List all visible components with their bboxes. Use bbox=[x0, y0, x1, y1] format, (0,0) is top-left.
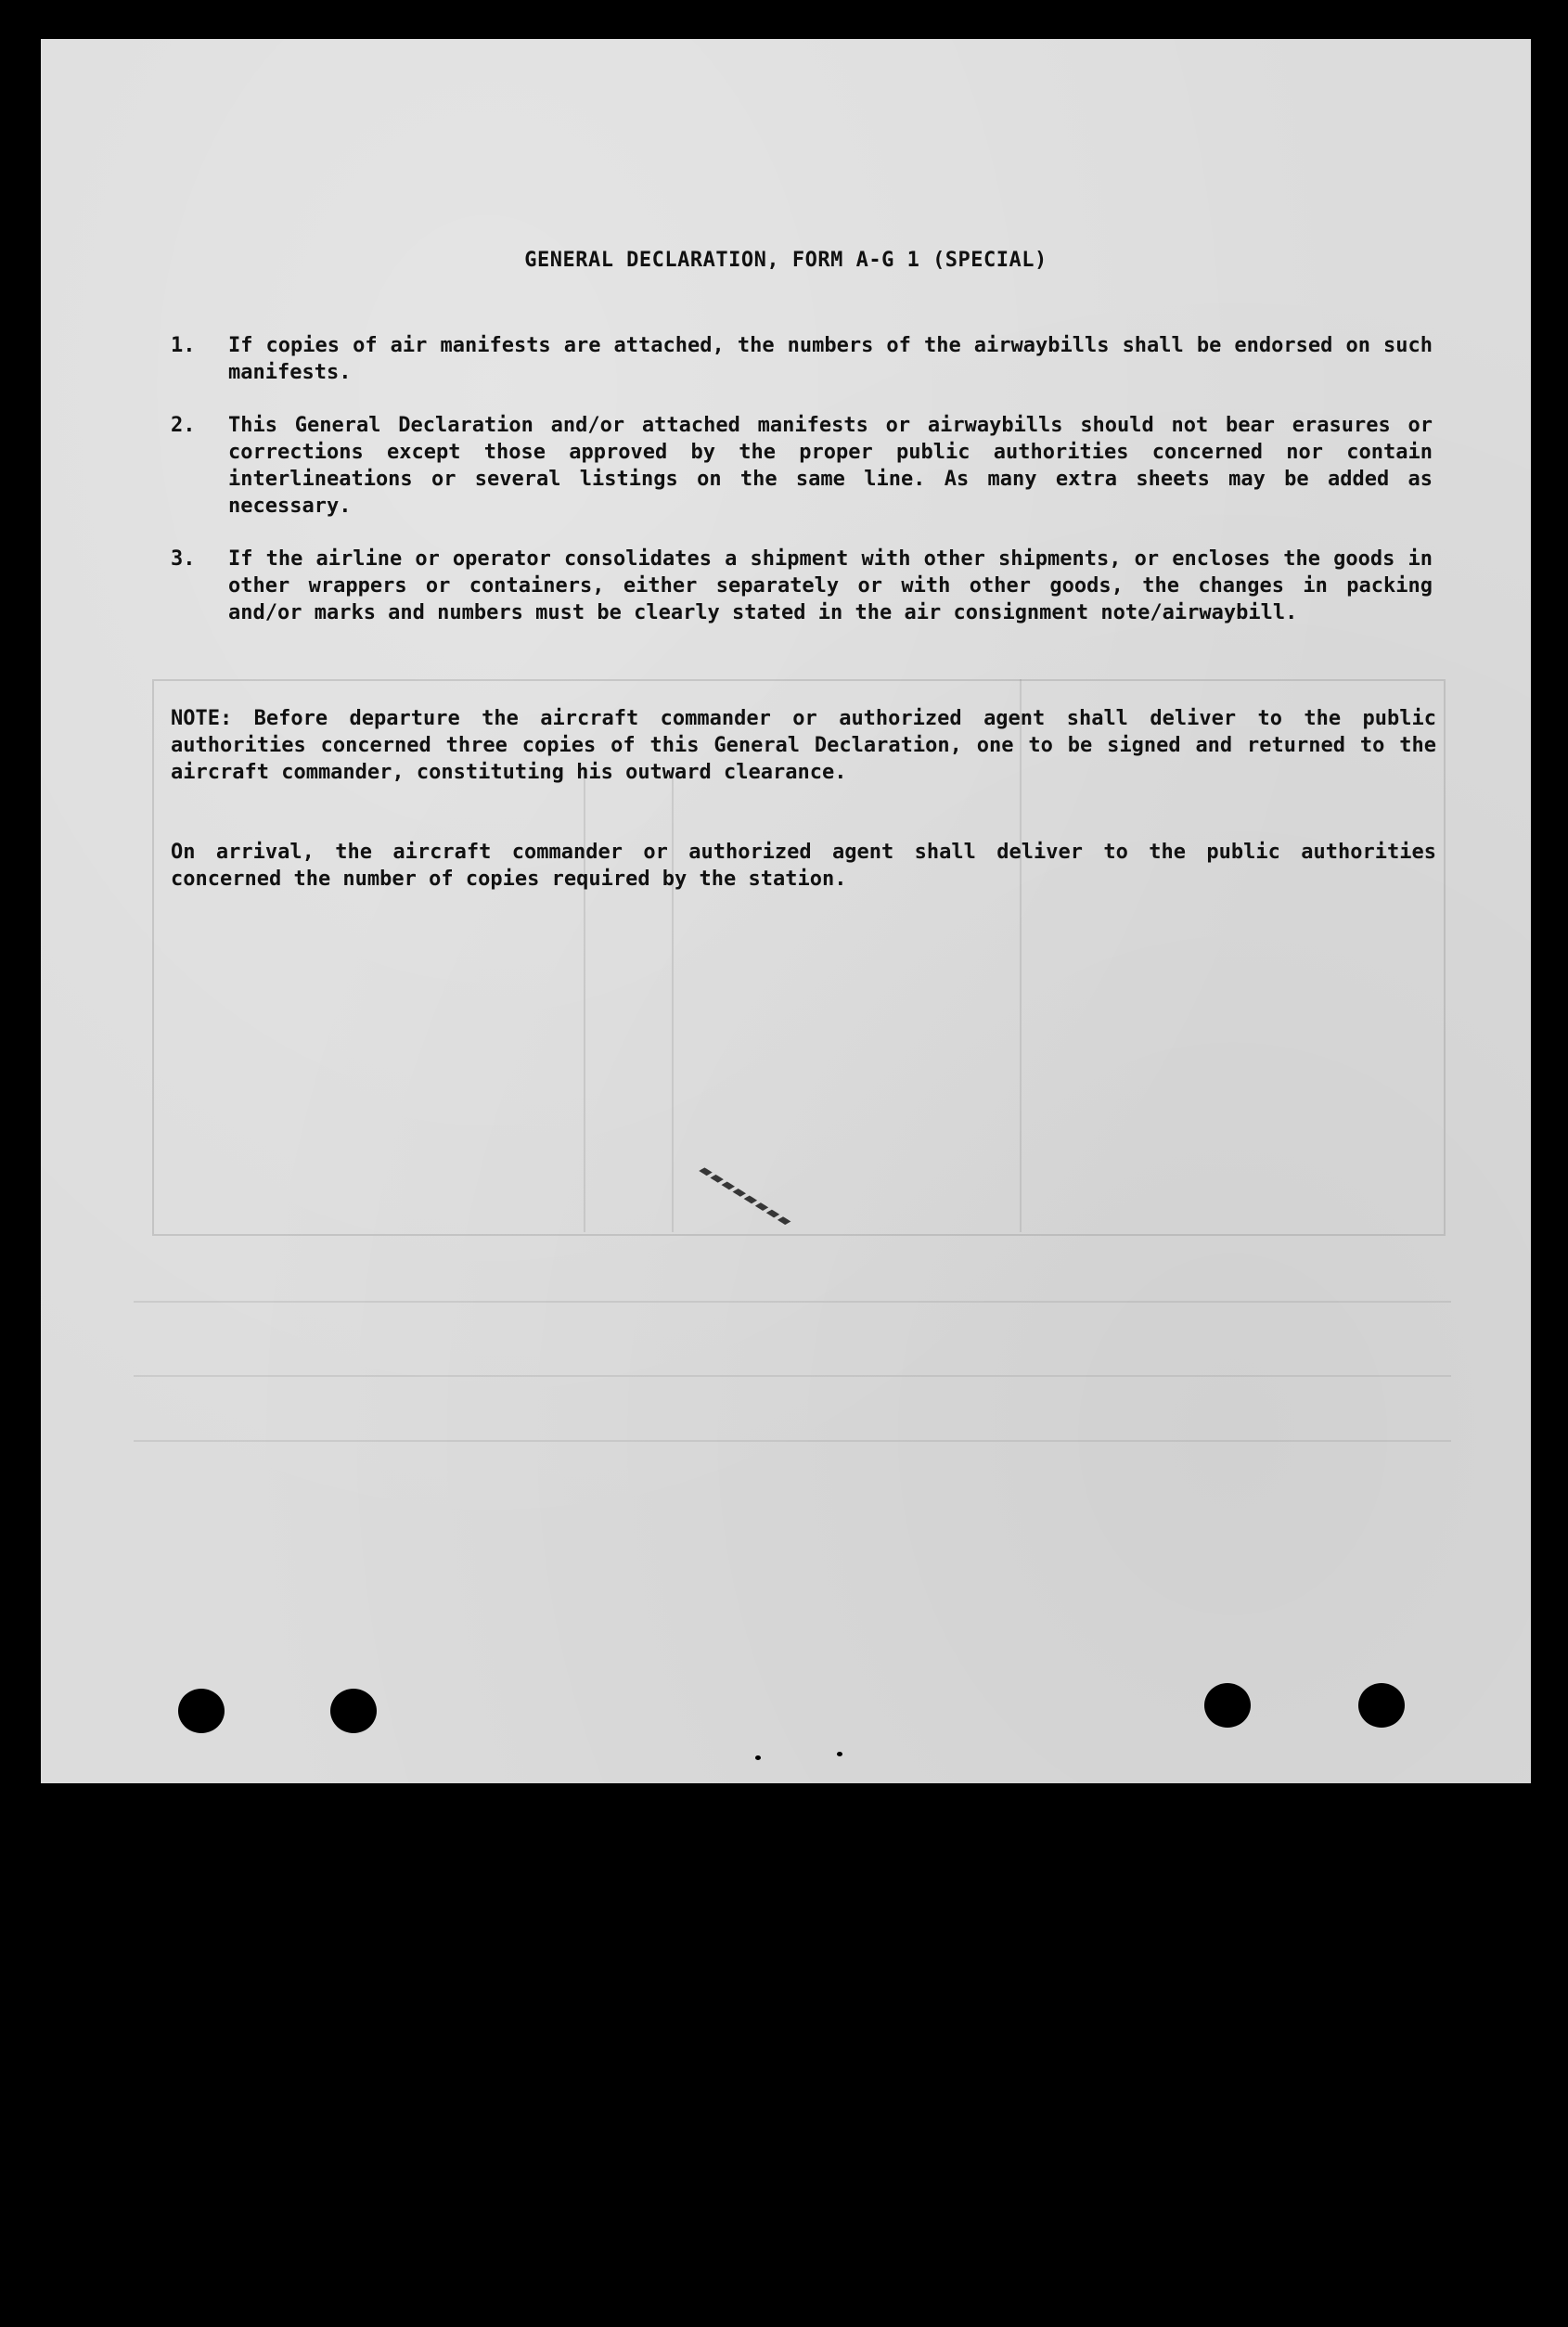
item-number: 2. bbox=[171, 414, 196, 437]
rubber-stamp-mark: ▰▰▰▰▰▰▰▰ bbox=[694, 1158, 797, 1234]
instruction-item bbox=[171, 332, 1433, 386]
punch-hole bbox=[330, 1689, 377, 1733]
bleed-through-rule bbox=[134, 1440, 1451, 1442]
bleed-through-rule bbox=[134, 1375, 1451, 1377]
punch-hole bbox=[178, 1689, 225, 1733]
instruction-item bbox=[171, 546, 1433, 626]
document-title: GENERAL DECLARATION, FORM A-G 1 (SPECIAL) bbox=[524, 249, 1047, 272]
item-number: 1. bbox=[171, 334, 196, 357]
item-text: This General Declaration and/or attached manifests or airwaybills should not bear erasures or corrections except those approved by the proper public authorities concerned nor contain interlineations or several listings on the same line. As many extra sheets may be added as necessary. bbox=[228, 414, 1433, 518]
bleed-through-rule bbox=[134, 1301, 1451, 1303]
instruction-item bbox=[171, 412, 1433, 520]
item-text: If copies of air manifests are attached, the numbers of the airwaybills shall be endorsed on such manifests. bbox=[228, 334, 1433, 384]
ink-speck bbox=[755, 1755, 761, 1760]
punch-hole bbox=[1204, 1683, 1251, 1728]
arrival-note: On arrival, the aircraft commander or authorized agent shall deliver to the public authorities concerned the number of copies required by the station. bbox=[171, 841, 1436, 891]
departure-note: NOTE: Before departure the aircraft commander or authorized agent shall deliver to the public authorities concerned three copies of this General Declaration, one to be signed and returned to the aircraft commander, constituting his outward clearance. bbox=[171, 707, 1436, 784]
punch-hole bbox=[1358, 1683, 1405, 1728]
item-number: 3. bbox=[171, 547, 196, 571]
ink-speck bbox=[837, 1752, 842, 1756]
document-page bbox=[41, 39, 1531, 1783]
item-text: If the airline or operator consolidates a shipment with other shipments, or encloses the goods in other wrappers or containers, either separately or with other goods, the changes in packing and/or marks and numbers must be clearly stated in the air consignment note/airwaybill. bbox=[228, 547, 1433, 624]
